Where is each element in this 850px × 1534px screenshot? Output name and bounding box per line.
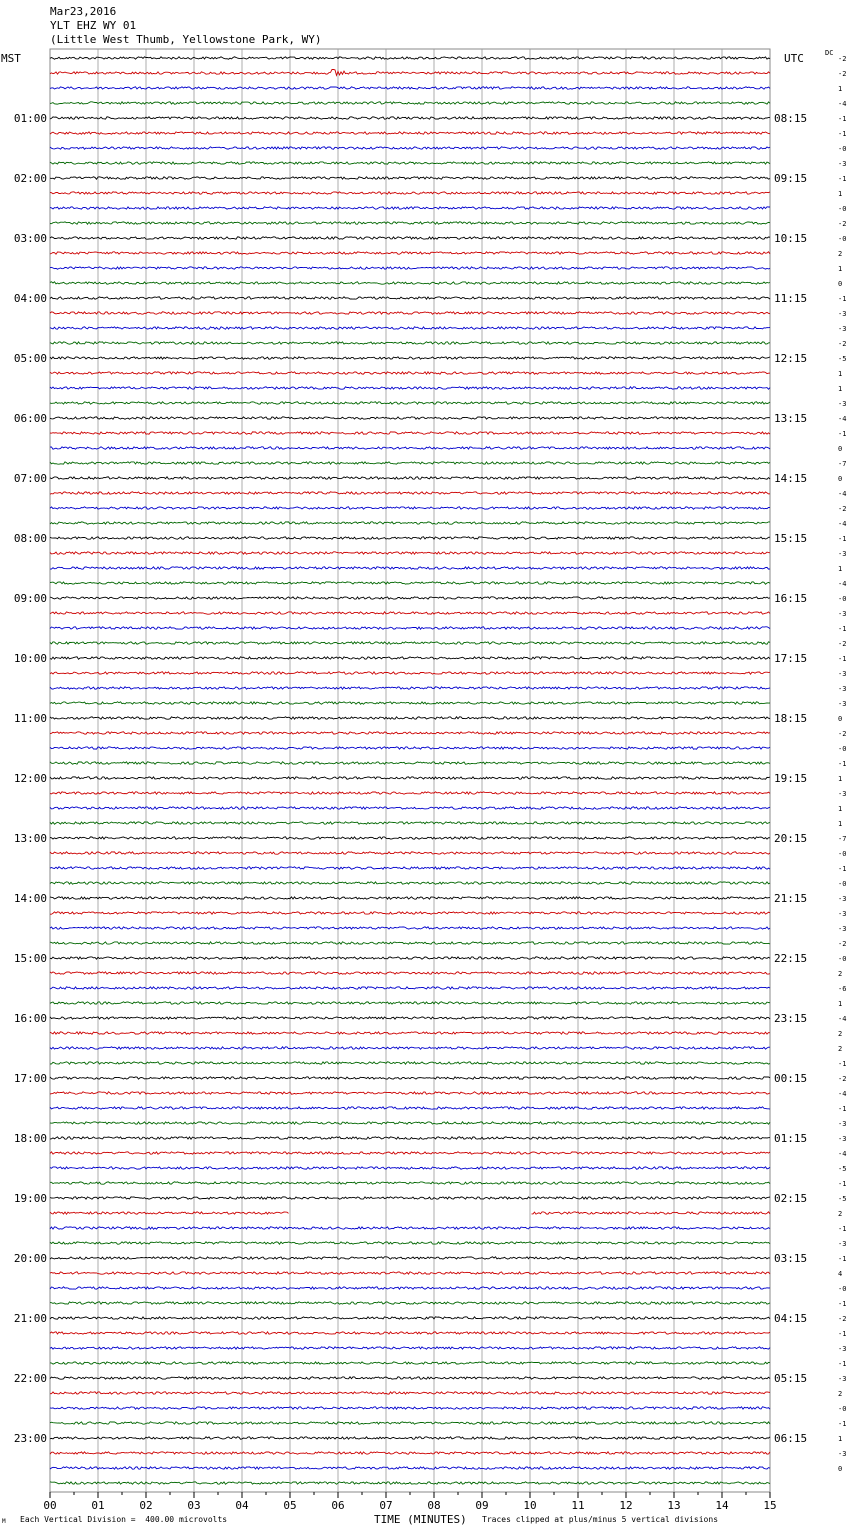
- dc-offset-label: -3: [838, 160, 847, 168]
- trace-row: [50, 792, 770, 794]
- left-hour-label: 19:00: [13, 1192, 47, 1205]
- x-tick-label: 06: [331, 1499, 345, 1512]
- right-hour-label: 23:15: [774, 1012, 808, 1025]
- dc-offset-label: -1: [838, 760, 847, 768]
- seismic-traces: [50, 57, 770, 1484]
- trace-row: [50, 1002, 770, 1004]
- dc-offset-label: -3: [838, 400, 847, 408]
- dc-offset-label: 1: [838, 820, 843, 828]
- right-hour-label: 05:15: [774, 1372, 808, 1385]
- dc-offset-label: -4: [838, 415, 847, 423]
- trace-row: [50, 822, 770, 824]
- trace-row: [50, 987, 770, 989]
- trace-row: [50, 1182, 770, 1184]
- dc-offset-label: 4: [838, 1270, 843, 1278]
- trace-row: [50, 102, 770, 104]
- trace-row: [50, 1272, 770, 1274]
- trace-row: [50, 132, 770, 134]
- trace-row: [50, 1317, 770, 1319]
- dc-offset-label: -3: [838, 1120, 847, 1128]
- trace-row: [50, 597, 770, 599]
- dc-offset-label: -4: [838, 100, 847, 108]
- trace-row: [50, 342, 770, 344]
- dc-offset-label: -1: [838, 1330, 847, 1338]
- dc-offset-label: -1: [838, 430, 847, 438]
- trace-row: [50, 837, 770, 839]
- dc-offset-label: -1: [838, 655, 847, 663]
- trace-row: [50, 192, 770, 194]
- dc-offset-label: 2: [838, 1030, 843, 1038]
- dc-offset-label: -4: [838, 520, 847, 528]
- x-tick-label: 07: [379, 1499, 393, 1512]
- trace-row: [50, 897, 770, 899]
- plot-frame: [50, 49, 770, 1492]
- trace-row: [50, 1197, 770, 1199]
- trace-row: [50, 1017, 770, 1019]
- dc-offset-label: -3: [838, 910, 847, 918]
- right-timezone-label: UTC: [784, 52, 804, 65]
- trace-row: [50, 492, 770, 494]
- trace-row: [50, 1392, 770, 1394]
- right-hour-label: 10:15: [774, 232, 808, 245]
- x-tick-label: 15: [763, 1499, 777, 1512]
- trace-row: [50, 297, 770, 299]
- dc-offset-label: 0: [838, 715, 843, 723]
- dc-offset-label: 0: [838, 1465, 843, 1473]
- station-code: YLT EHZ WY 01: [50, 19, 137, 32]
- right-hour-label: 14:15: [774, 472, 808, 485]
- trace-row: [50, 1032, 770, 1034]
- trace-row: [50, 327, 770, 329]
- trace-row: [50, 852, 770, 854]
- trace-row: [50, 627, 770, 629]
- trace-row: [50, 717, 770, 719]
- dc-offset-label: -3: [838, 700, 847, 708]
- trace-row: [50, 537, 770, 539]
- right-hour-label: 12:15: [774, 352, 808, 365]
- right-hour-label: 16:15: [774, 592, 808, 605]
- trace-row: [50, 237, 770, 239]
- dc-offset-label: 1: [838, 190, 843, 198]
- trace-row: [50, 1122, 770, 1124]
- dc-offset-label: 2: [838, 1210, 843, 1218]
- dc-offset-label: -1: [838, 115, 847, 123]
- dc-offset-label: -1: [838, 1225, 847, 1233]
- x-tick-label: 05: [283, 1499, 297, 1512]
- trace-row: [50, 642, 770, 644]
- trace-row: [50, 267, 770, 269]
- dc-offset-label: -1: [838, 1360, 847, 1368]
- trace-row: [50, 432, 770, 434]
- trace-row: [50, 477, 770, 479]
- x-tick-label: 09: [475, 1499, 489, 1512]
- right-hour-label: 11:15: [774, 292, 808, 305]
- trace-row: [50, 777, 770, 779]
- right-hour-label: 08:15: [774, 112, 808, 125]
- dc-offset-label: -3: [838, 1135, 847, 1143]
- dc-offset-label: -3: [838, 685, 847, 693]
- dc-offset-label: -0: [838, 955, 847, 963]
- trace-row: [50, 1422, 770, 1424]
- trace-row: [50, 1287, 770, 1289]
- trace-row: [50, 942, 770, 944]
- trace-row: [50, 1077, 770, 1079]
- dc-offset-label: -0: [838, 745, 847, 753]
- dc-offset-label: -4: [838, 580, 847, 588]
- left-hour-label: 21:00: [13, 1312, 47, 1325]
- dc-offset-label: 2: [838, 250, 843, 258]
- dc-offset-label: -7: [838, 835, 847, 843]
- trace-row: [50, 1407, 770, 1409]
- left-hour-label: 08:00: [13, 532, 47, 545]
- dc-offset-label: 1: [838, 85, 843, 93]
- trace-row: [50, 357, 770, 359]
- trace-row: [50, 1257, 770, 1259]
- dc-offset-label: -4: [838, 490, 847, 498]
- trace-row: [50, 282, 770, 284]
- dc-offset-label: -5: [838, 1165, 847, 1173]
- right-hour-label: 01:15: [774, 1132, 808, 1145]
- trace-row: [50, 162, 770, 164]
- trace-row: [50, 1212, 770, 1214]
- dc-offset-label: -0: [838, 1285, 847, 1293]
- dc-offset-label: -1: [838, 865, 847, 873]
- dc-offset-label: -2: [838, 730, 847, 738]
- left-hour-label: 15:00: [13, 952, 47, 965]
- dc-offset-label: -3: [838, 310, 847, 318]
- trace-row: [50, 927, 770, 929]
- dc-offset-label: 1: [838, 1435, 843, 1443]
- trace-row: [50, 957, 770, 959]
- trace-row: [50, 222, 770, 224]
- trace-row: [50, 372, 770, 374]
- trace-row: [50, 1062, 770, 1064]
- trace-row: [50, 567, 770, 569]
- x-tick-label: 01: [91, 1499, 105, 1512]
- dc-offset-label: -2: [838, 55, 847, 63]
- trace-row: [50, 1452, 770, 1454]
- dc-offset-label: -3: [838, 670, 847, 678]
- trace-row: [50, 1227, 770, 1229]
- left-hour-label: 20:00: [13, 1252, 47, 1265]
- trace-row: [50, 57, 770, 59]
- dc-offset-label: -4: [838, 1090, 847, 1098]
- dc-offset-label: -7: [838, 460, 847, 468]
- dc-offset-label: 1: [838, 775, 843, 783]
- trace-row: [50, 177, 770, 179]
- corner-mark: M: [2, 1518, 6, 1525]
- left-hour-label: 12:00: [13, 772, 47, 785]
- dc-offset-label: -1: [838, 1060, 847, 1068]
- dc-offset-label: -2: [838, 70, 847, 78]
- scale-note: Each Vertical Division = 400.00 microvolts: [20, 1515, 228, 1524]
- trace-row: [50, 912, 770, 914]
- dc-offset-header: DC: [825, 49, 834, 57]
- trace-row: [50, 1467, 770, 1469]
- right-hour-label: 13:15: [774, 412, 808, 425]
- trace-row: [50, 402, 770, 404]
- dc-offset-label: -5: [838, 1195, 847, 1203]
- trace-row: [50, 1092, 770, 1094]
- left-hour-label: 10:00: [13, 652, 47, 665]
- left-hour-label: 13:00: [13, 832, 47, 845]
- trace-row: [50, 1137, 770, 1139]
- trace-row: [50, 1302, 770, 1304]
- trace-row: [50, 672, 770, 674]
- right-hour-label: 20:15: [774, 832, 808, 845]
- dc-offset-label: -5: [838, 355, 847, 363]
- trace-row: [50, 702, 770, 704]
- dc-offset-label: -4: [838, 1150, 847, 1158]
- right-hour-label: 04:15: [774, 1312, 808, 1325]
- dc-offset-label: -3: [838, 550, 847, 558]
- dc-offset-label: -3: [838, 1345, 847, 1353]
- right-hour-label: 18:15: [774, 712, 808, 725]
- dc-offset-label: -2: [838, 340, 847, 348]
- trace-row: [50, 762, 770, 764]
- right-hour-label: 17:15: [774, 652, 808, 665]
- x-tick-label: 10: [523, 1499, 537, 1512]
- dc-offset-label: -3: [838, 610, 847, 618]
- left-hour-label: 02:00: [13, 172, 47, 185]
- trace-row: [50, 447, 770, 449]
- dc-offset-label: -3: [838, 790, 847, 798]
- dc-offset-label: -2: [838, 220, 847, 228]
- dc-offset-label: 1: [838, 370, 843, 378]
- station-location: (Little West Thumb, Yellowstone Park, WY): [50, 33, 322, 46]
- trace-row: [50, 552, 770, 554]
- left-hour-label: 22:00: [13, 1372, 47, 1385]
- dc-offset-label: -1: [838, 1105, 847, 1113]
- x-tick-label: 04: [235, 1499, 249, 1512]
- plot-date: Mar23,2016: [50, 5, 117, 18]
- trace-row: [50, 70, 770, 76]
- left-hour-label: 09:00: [13, 592, 47, 605]
- dc-offset-label: -2: [838, 1315, 847, 1323]
- left-hour-label: 05:00: [13, 352, 47, 365]
- left-hour-label: 14:00: [13, 892, 47, 905]
- trace-row: [50, 807, 770, 809]
- dc-offset-label: 1: [838, 265, 843, 273]
- trace-row: [50, 732, 770, 734]
- trace-row: [50, 1242, 770, 1244]
- dc-offset-label: -3: [838, 1240, 847, 1248]
- right-hour-label: 02:15: [774, 1192, 808, 1205]
- dc-offset-label: -1: [838, 535, 847, 543]
- dc-offset-label: 0: [838, 475, 843, 483]
- dc-offset-label: -1: [838, 1300, 847, 1308]
- trace-row: [50, 462, 770, 464]
- dc-offset-label: 0: [838, 445, 843, 453]
- x-tick-label: 00: [43, 1499, 57, 1512]
- dc-offset-label: -0: [838, 205, 847, 213]
- left-hour-label: 01:00: [13, 112, 47, 125]
- right-hour-label: 21:15: [774, 892, 808, 905]
- right-hour-label: 22:15: [774, 952, 808, 965]
- trace-row: [50, 522, 770, 524]
- dc-offset-label: 1: [838, 1000, 843, 1008]
- dc-offset-label: -1: [838, 130, 847, 138]
- dc-offset-label: 2: [838, 970, 843, 978]
- left-hour-label: 06:00: [13, 412, 47, 425]
- trace-row: [50, 867, 770, 869]
- right-hour-label: 09:15: [774, 172, 808, 185]
- dc-offset-label: -0: [838, 595, 847, 603]
- trace-row: [50, 417, 770, 419]
- trace-row: [50, 1152, 770, 1154]
- trace-row: [50, 687, 770, 689]
- trace-row: [50, 747, 770, 749]
- x-tick-label: 03: [187, 1499, 201, 1512]
- right-hour-label: 03:15: [774, 1252, 808, 1265]
- dc-offset-label: -3: [838, 1375, 847, 1383]
- dc-offset-label: -0: [838, 880, 847, 888]
- trace-row: [50, 1482, 770, 1484]
- x-tick-label: 02: [139, 1499, 153, 1512]
- trace-row: [50, 1047, 770, 1049]
- left-hour-label: 17:00: [13, 1072, 47, 1085]
- dc-offset-label: -3: [838, 895, 847, 903]
- trace-row: [50, 582, 770, 584]
- dc-offset-label: -1: [838, 625, 847, 633]
- left-timezone-label: MST: [1, 52, 21, 65]
- trace-row: [50, 1437, 770, 1439]
- dc-offset-label: -0: [838, 1405, 847, 1413]
- left-hour-label: 18:00: [13, 1132, 47, 1145]
- dc-offset-label: -0: [838, 850, 847, 858]
- clip-note: Traces clipped at plus/minus 5 vertical divisions: [482, 1515, 719, 1524]
- dc-offset-label: 0: [838, 280, 843, 288]
- trace-row: [50, 207, 770, 209]
- right-hour-label: 19:15: [774, 772, 808, 785]
- trace-row: [50, 1362, 770, 1364]
- trace-row: [50, 1167, 770, 1169]
- x-tick-label: 08: [427, 1499, 441, 1512]
- trace-row: [50, 1332, 770, 1334]
- left-hour-label: 03:00: [13, 232, 47, 245]
- axis-labels: [14, 55, 847, 1512]
- trace-row: [50, 387, 770, 389]
- right-hour-label: 06:15: [774, 1432, 808, 1445]
- trace-row: [50, 1107, 770, 1109]
- dc-offset-label: -3: [838, 925, 847, 933]
- dc-offset-label: -2: [838, 505, 847, 513]
- dc-offset-label: 1: [838, 805, 843, 813]
- right-hour-label: 15:15: [774, 532, 808, 545]
- trace-row: [50, 312, 770, 314]
- dc-offset-label: -4: [838, 1015, 847, 1023]
- trace-row: [50, 882, 770, 884]
- trace-row: [50, 1347, 770, 1349]
- dc-offset-label: -6: [838, 985, 847, 993]
- trace-row: [50, 507, 770, 509]
- trace-row: [50, 117, 770, 119]
- trace-row: [50, 657, 770, 659]
- trace-row: [50, 87, 770, 89]
- x-tick-label: 11: [571, 1499, 585, 1512]
- dc-offset-label: -2: [838, 940, 847, 948]
- x-tick-label: 12: [619, 1499, 633, 1512]
- dc-offset-label: -1: [838, 1255, 847, 1263]
- left-hour-label: 16:00: [13, 1012, 47, 1025]
- dc-offset-label: 1: [838, 565, 843, 573]
- right-hour-label: 00:15: [774, 1072, 808, 1085]
- dc-offset-label: 2: [838, 1390, 843, 1398]
- left-hour-label: 04:00: [13, 292, 47, 305]
- trace-row: [50, 147, 770, 149]
- left-hour-label: 11:00: [13, 712, 47, 725]
- dc-offset-label: -2: [838, 640, 847, 648]
- dc-offset-label: -3: [838, 325, 847, 333]
- dc-offset-label: -0: [838, 145, 847, 153]
- x-tick-label: 13: [667, 1499, 681, 1512]
- trace-row: [50, 612, 770, 614]
- dc-offset-label: -1: [838, 175, 847, 183]
- x-axis-title: TIME (MINUTES): [374, 1513, 467, 1526]
- minute-grid: [50, 49, 770, 1492]
- dc-offset-label: -1: [838, 1420, 847, 1428]
- trace-row: [50, 1377, 770, 1379]
- dc-offset-label: 1: [838, 385, 843, 393]
- dc-offset-label: -0: [838, 235, 847, 243]
- dc-offset-label: -3: [838, 1450, 847, 1458]
- left-hour-label: 23:00: [13, 1432, 47, 1445]
- dc-offset-label: -1: [838, 295, 847, 303]
- dc-offset-label: -2: [838, 1075, 847, 1083]
- trace-row: [50, 252, 770, 254]
- trace-row: [50, 972, 770, 974]
- dc-offset-label: 2: [838, 1045, 843, 1053]
- left-hour-label: 07:00: [13, 472, 47, 485]
- x-tick-label: 14: [715, 1499, 729, 1512]
- dc-offset-label: -1: [838, 1180, 847, 1188]
